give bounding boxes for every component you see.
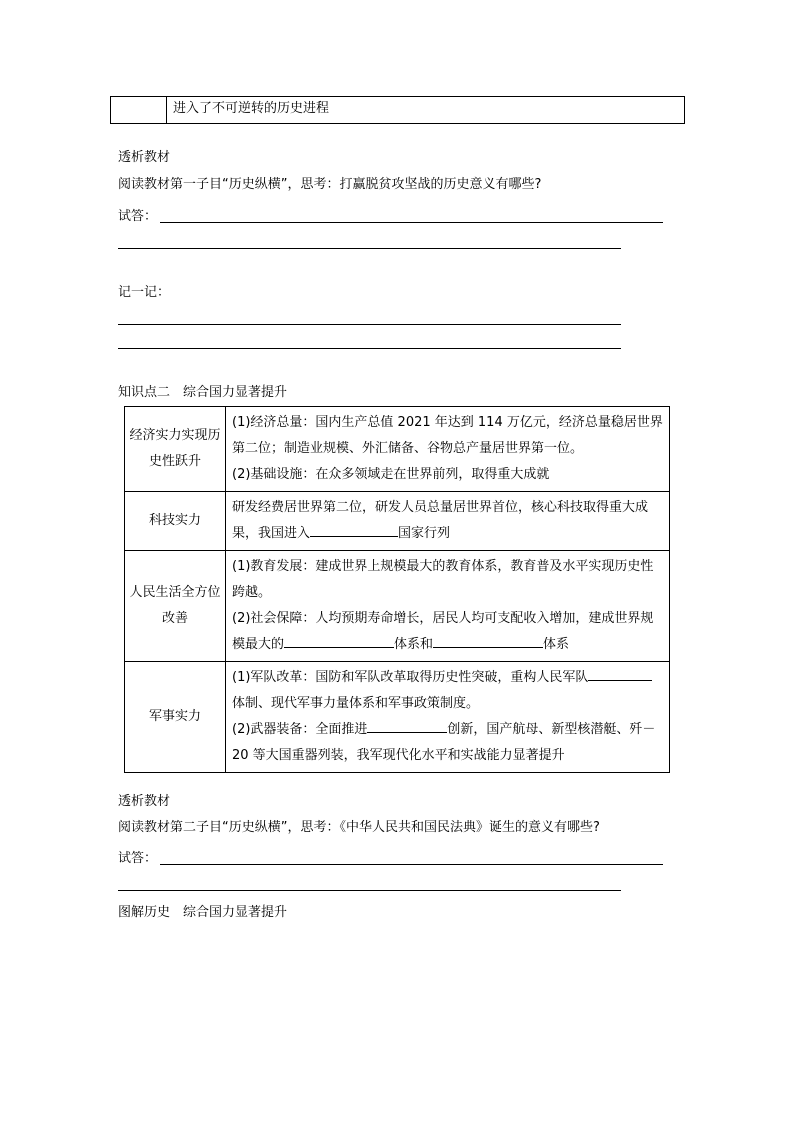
livelihood-p2-b: 体系和 [394,637,434,652]
section2-answer-line-1[interactable] [160,864,663,865]
continued-table-empty-cell [111,97,167,124]
row-header-economy: 经济实力实现历史性跃升 [125,407,226,492]
table-row [125,551,670,662]
section1-answer-label: 试答： [118,209,158,224]
livelihood-p2-c: 体系 [543,637,570,652]
row-header-military: 军事实力 [125,662,226,773]
table-row [125,407,670,492]
row-content-economy [226,407,670,492]
continued-table [110,96,685,124]
row-header-livelihood: 人民生活全方位改善 [125,551,226,662]
social-security-blank-2[interactable] [433,635,543,648]
military-p1-a: (1)军队改革：国防和军队改革取得历史性突破，重构人民军队 [232,670,589,685]
section2-answer-label: 试答： [118,851,158,866]
section1-heading: 透析教材 [118,150,171,165]
continued-table-text-cell: 进入了不可逆转的历史进程 [167,97,685,124]
row-header-tech: 科技实力 [125,492,226,551]
section1-question: 阅读教材第一子目“历史纵横”，思考：打赢脱贫攻坚战的历史意义有哪些? [118,177,542,192]
section2-answer-line-2[interactable] [118,890,621,891]
livelihood-p1: (1)教育发展：建成世界上规模最大的教育体系，教育普及水平实现历史性跨越。 [232,559,654,600]
table-row [125,662,670,773]
tech-text-2: 国家行列 [398,526,451,541]
military-p1-b: 体制、现代军事力量体系和军事政策制度。 [232,696,480,711]
tech-blank[interactable] [310,524,398,537]
section1-answer-line-2[interactable] [118,248,621,249]
military-p2-a: (2)武器装备：全面推进 [232,722,368,737]
note-line-1[interactable] [118,324,621,325]
weapon-innovation-blank[interactable] [367,720,447,733]
social-security-blank-1[interactable] [284,635,394,648]
tech-text-1: 研发经费居世界第二位，研发人员总量居世界首位，核心科技取得重大成果，我国进入 [232,500,649,541]
knowledge-title: 知识点二 综合国力显著提升 [118,385,288,400]
diagram-heading: 图解历史 综合国力显著提升 [118,905,288,920]
knowledge-table [124,406,670,773]
section2-question: 阅读教材第二子目“历史纵横”，思考：《中华人民共和国民法典》诞生的意义有哪些? [118,820,600,835]
economy-line-2: (2)基础设施：在众多领域走在世界前列，取得重大成就 [232,467,550,482]
livelihood-p2-a: (2)社会保障：人均预期寿命增长，居民人均可支配收入增加，建成世界规模最大的 [232,611,654,652]
row-content-military [226,662,670,773]
military-p2-b: 创新，国产航母、新型核潜艇、歼－20 等大国重器列装，我军现代化水平和实战能力显著提升 [232,722,656,763]
section1-answer-line-1[interactable] [160,222,663,223]
section2-heading: 透析教材 [118,794,171,809]
economy-line-1: (1)经济总量：国内生产总值 2021 年达到 114 万亿元，经济总量稳居世界第二位；制造业规模、外汇储备、谷物总产量居世界第一位。 [232,415,663,456]
note-label: 记一记： [118,285,171,300]
row-content-livelihood [226,551,670,662]
row-content-tech [226,492,670,551]
military-system-blank[interactable] [588,668,652,681]
note-line-2[interactable] [118,348,621,349]
table-row [125,492,670,551]
